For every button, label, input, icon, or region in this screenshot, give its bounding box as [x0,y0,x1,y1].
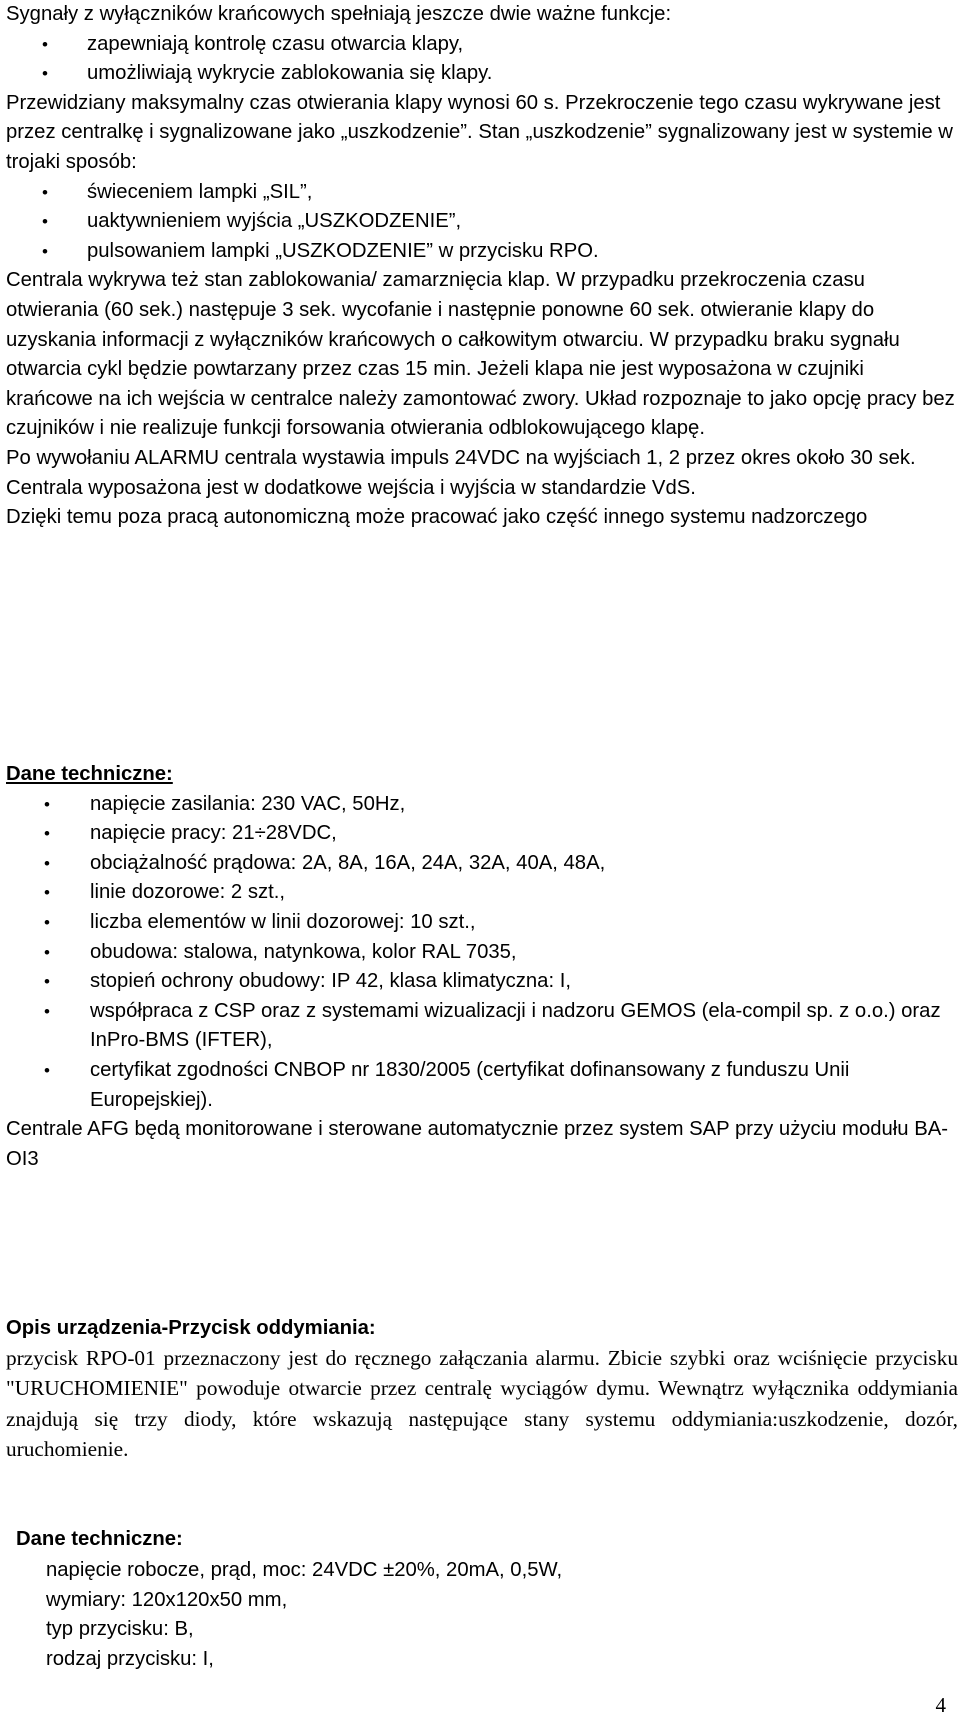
list-item: • liczba elementów w linii dozorowej: 10 szt., [6,908,956,938]
list-item: • umożliwiają wykrycie zablokowania się klapy. [6,59,956,89]
section-heading: Dane techniczne: [16,1528,183,1550]
tech-list [6,790,956,1116]
section-heading: Dane techniczne: [6,763,173,785]
intro-section [6,0,956,533]
list-item: • świeceniem lampki „SIL”, [6,178,956,208]
list-item: • stopień ochrony obudowy: IP 42, klasa klimatyczna: I, [6,967,956,997]
intro-line: Sygnały z wyłączników krańcowych spełniają jeszcze dwie ważne funkcje: [6,3,672,25]
signal-methods-list [6,178,956,267]
functions-list [6,30,956,89]
list-item: • napięcie pracy: 21÷28VDC, [6,819,956,849]
list-item: • obudowa: stalowa, natynkowa, kolor RAL 7035, [6,938,956,968]
paragraph: Centrala wyposażona jest w dodatkowe wejścia i wyjścia w standardzie VdS. [6,476,696,499]
spec-line: typ przycisku: B, [46,1618,194,1641]
list-item: • obciążalność prądowa: 2A, 8A, 16A, 24A, 32A, 40A, 48A, [6,849,956,879]
paragraph: Przewidziany maksymalny czas otwierania klapy wynosi 60 s. Przekroczenie tego czasu wykrywane jest przez centralkę i sygnalizowane jako „uszkodzenie”. Stan „uszkodzenie” sygnalizowany jest w systemie w trojaki sposób: [6,91,953,173]
list-item: • zapewniają kontrolę czasu otwarcia klapy, [6,30,956,60]
list-item: • pulsowaniem lampki „USZKODZENIE” w przycisku RPO. [6,237,956,267]
tech-section [6,760,956,1174]
rpo-specs [16,1556,562,1674]
rpo-section [6,1313,958,1465]
paragraph: przycisk RPO-01 przeznaczony jest do ręcznego załączania alarmu. Zbicie szybki oraz wciśnięcie przycisku "URUCHOMIENIE" powoduje otwarcie przez centralę wyciągów dymu. Wewnątrz wyłącznika oddymiania znajdują się trzy diody, które wskazują następujące stany systemu oddymiania:uszkodzenie, dozór, uruchomienie. [6,1346,958,1462]
paragraph: Dzięki temu poza pracą autonomiczną może pracować jako część innego systemu nadzorczego [6,506,868,529]
paragraph: Po wywołaniu ALARMU centrala wystawia impuls 24VDC na wyjściach 1, 2 przez okres około 30 sek. [6,446,916,469]
paragraph: Centrala wykrywa też stan zablokowania/ zamarznięcia klap. W przypadku przekroczenia czasu otwierania (60 sek.) następuje 3 sek. wycofanie i następnie ponowne 60 sek. otwieranie klapy do uzyskania informacji z wyłączników krańcowych o całkowitym otwarciu. W przypadku braku sygnału otwarcia cykl będzie powtarzany przez czas 15 min. Jeżeli klapa nie jest wyposażona w czujniki krańcowe na ich wejścia w centralce należy zamontować zwory. Układ rozpoznaje to jako opcję pracy bez czujników i nie realizuje funkcji forsowania otwierania odblokowującego klapę. [6,269,955,440]
spec-line: napięcie robocze, prąd, moc: 24VDC ±20%, 20mA, 0,5W, [46,1559,563,1581]
spec-line: wymiary: 120x120x50 mm, [46,1588,288,1611]
page-number: 4 [935,1693,946,1717]
list-item: • certyfikat zgodności CNBOP nr 1830/2005 (certyfikat dofinansowany z funduszu Unii Europejskiej). [6,1056,956,1115]
paragraph: Centrale AFG będą monitorowane i sterowane automatycznie przez system SAP przy użyciu modułu BA-OI3 [6,1118,949,1170]
list-item: • uaktywnieniem wyjścia „USZKODZENIE”, [6,207,956,237]
section-heading: Opis urządzenia-Przycisk oddymiania: [6,1317,376,1339]
rpo-tech-section [16,1524,562,1674]
list-item: • współpraca z CSP oraz z systemami wizualizacji i nadzoru GEMOS (ela-compil sp. z o.o.) oraz InPro-BMS (IFTER), [6,997,956,1056]
spec-line: rodzaj przycisku: I, [46,1647,214,1670]
list-item: • linie dozorowe: 2 szt., [6,878,956,908]
list-item: • napięcie zasilania: 230 VAC, 50Hz, [6,790,956,820]
